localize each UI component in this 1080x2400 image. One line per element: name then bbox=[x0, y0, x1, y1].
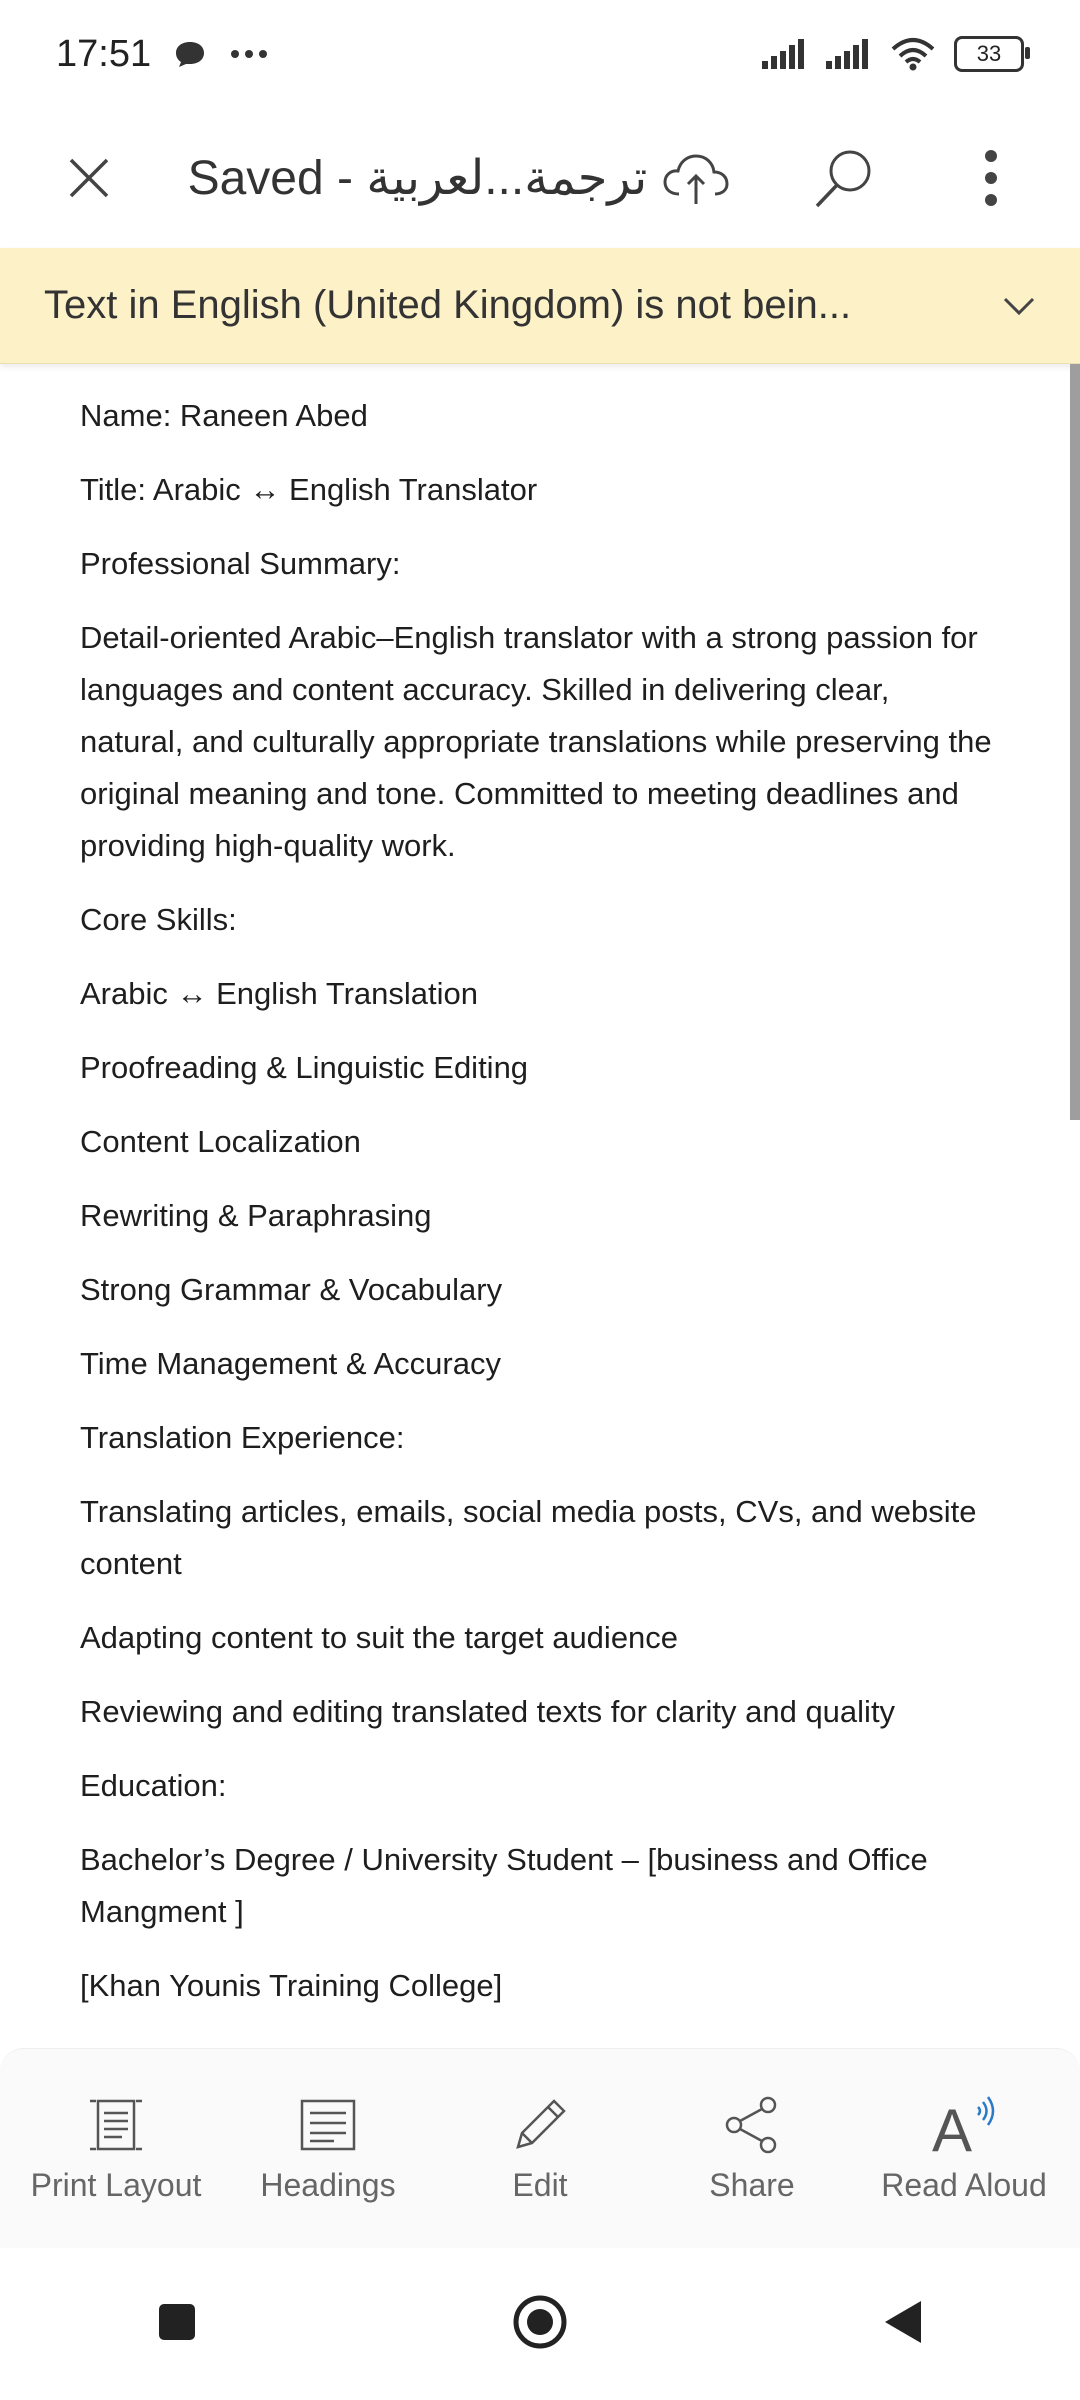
search-button[interactable] bbox=[795, 128, 893, 228]
back-button[interactable] bbox=[883, 2299, 923, 2350]
system-nav-bar bbox=[0, 2248, 1080, 2400]
svg-text:A: A bbox=[932, 2097, 973, 2157]
doc-paragraph: Time Management & Accuracy bbox=[80, 1346, 501, 1381]
doc-paragraph: Reviewing and editing translated texts for clarity and quality bbox=[80, 1694, 896, 1729]
edit-button[interactable] bbox=[440, 2093, 640, 2204]
doc-paragraph: Proofreading & Linguistic Editing bbox=[80, 1050, 529, 1085]
back-triangle-icon bbox=[883, 2299, 923, 2345]
status-time: 17:51 bbox=[56, 32, 152, 75]
battery-level: 33 bbox=[976, 41, 1002, 66]
status-right bbox=[762, 36, 1024, 72]
signal-1-icon bbox=[762, 39, 808, 69]
search-icon bbox=[812, 146, 876, 210]
doc-paragraph: Education: bbox=[80, 1768, 227, 1803]
edit-label: Edit bbox=[512, 2167, 568, 2203]
language-notice-banner[interactable] bbox=[0, 248, 1080, 364]
print-layout-label: Print Layout bbox=[30, 2167, 202, 2203]
doc-paragraph: Translating articles, emails, social media posts, CVs, and website content bbox=[80, 1494, 977, 1581]
square-icon bbox=[157, 2302, 197, 2342]
recent-apps-button[interactable] bbox=[157, 2302, 197, 2347]
doc-paragraph: Adapting content to suit the target audience bbox=[80, 1620, 679, 1655]
more-options-button[interactable] bbox=[942, 128, 1040, 228]
headings-button[interactable] bbox=[228, 2093, 428, 2204]
doc-paragraph: Core Skills: bbox=[80, 902, 237, 937]
document-scrollbar[interactable] bbox=[1070, 364, 1080, 1120]
status-bar bbox=[0, 0, 1080, 108]
home-circle-icon bbox=[512, 2294, 568, 2350]
doc-paragraph: Rewriting & Paraphrasing bbox=[80, 1198, 432, 1233]
headings-icon bbox=[296, 2093, 360, 2157]
doc-paragraph: Content Localization bbox=[80, 1124, 361, 1159]
pencil-icon bbox=[508, 2093, 572, 2157]
doc-paragraph: Name: Raneen Abed bbox=[80, 398, 368, 433]
wifi-icon bbox=[890, 37, 936, 71]
doc-paragraph: Professional Summary: bbox=[80, 546, 401, 581]
doc-paragraph: Strong Grammar & Vocabulary bbox=[80, 1272, 503, 1307]
bottom-toolbar bbox=[0, 2048, 1080, 2248]
read-aloud-button[interactable] bbox=[864, 2093, 1064, 2204]
more-vertical-icon bbox=[983, 148, 999, 208]
cloud-upload-icon bbox=[661, 150, 731, 206]
print-layout-icon bbox=[84, 2093, 148, 2157]
share-label: Share bbox=[709, 2167, 795, 2203]
read-aloud-icon bbox=[928, 2093, 1000, 2157]
more-notifications-icon bbox=[229, 48, 269, 60]
doc-paragraph: Title: Arabic ↔ English Translator bbox=[80, 472, 538, 507]
chevron-down-icon[interactable] bbox=[1002, 296, 1036, 316]
doc-paragraph: Translation Experience: bbox=[80, 1420, 405, 1455]
battery-indicator bbox=[954, 36, 1024, 72]
status-left bbox=[56, 33, 269, 76]
signal-2-icon bbox=[826, 39, 872, 69]
share-icon bbox=[720, 2093, 784, 2157]
document-body[interactable] bbox=[0, 364, 1080, 2048]
doc-paragraph: [Khan Younis Training College] bbox=[80, 1968, 503, 2003]
language-notice-text: Text in English (United Kingdom) is not bein... bbox=[44, 283, 852, 327]
doc-paragraph: Arabic ↔ English Translation bbox=[80, 976, 479, 1011]
close-button[interactable] bbox=[40, 128, 138, 228]
close-icon bbox=[65, 154, 113, 202]
document-content bbox=[80, 390, 1000, 2034]
doc-paragraph: Detail-oriented Arabic–English translator with a strong passion for languages and content accuracy. Skilled in delivering clear, natural, and culturally appropriate translations while preserving the original meaning and tone. Committed to meeting deadlines and providing high-quality work. bbox=[80, 620, 992, 863]
headings-label: Headings bbox=[260, 2167, 396, 2203]
chat-bubble-icon bbox=[173, 39, 207, 69]
document-title[interactable]: Saved - ترجمة...لعربية bbox=[187, 152, 648, 205]
share-button[interactable] bbox=[652, 2093, 852, 2204]
home-button[interactable] bbox=[512, 2294, 568, 2355]
upload-cloud-button[interactable] bbox=[647, 128, 745, 228]
print-layout-button[interactable] bbox=[16, 2093, 216, 2204]
read-aloud-label: Read Aloud bbox=[881, 2167, 1047, 2203]
app-bar bbox=[0, 108, 1080, 248]
doc-paragraph: Bachelor’s Degree / University Student – [business and Office Mangment ] bbox=[80, 1842, 928, 1929]
